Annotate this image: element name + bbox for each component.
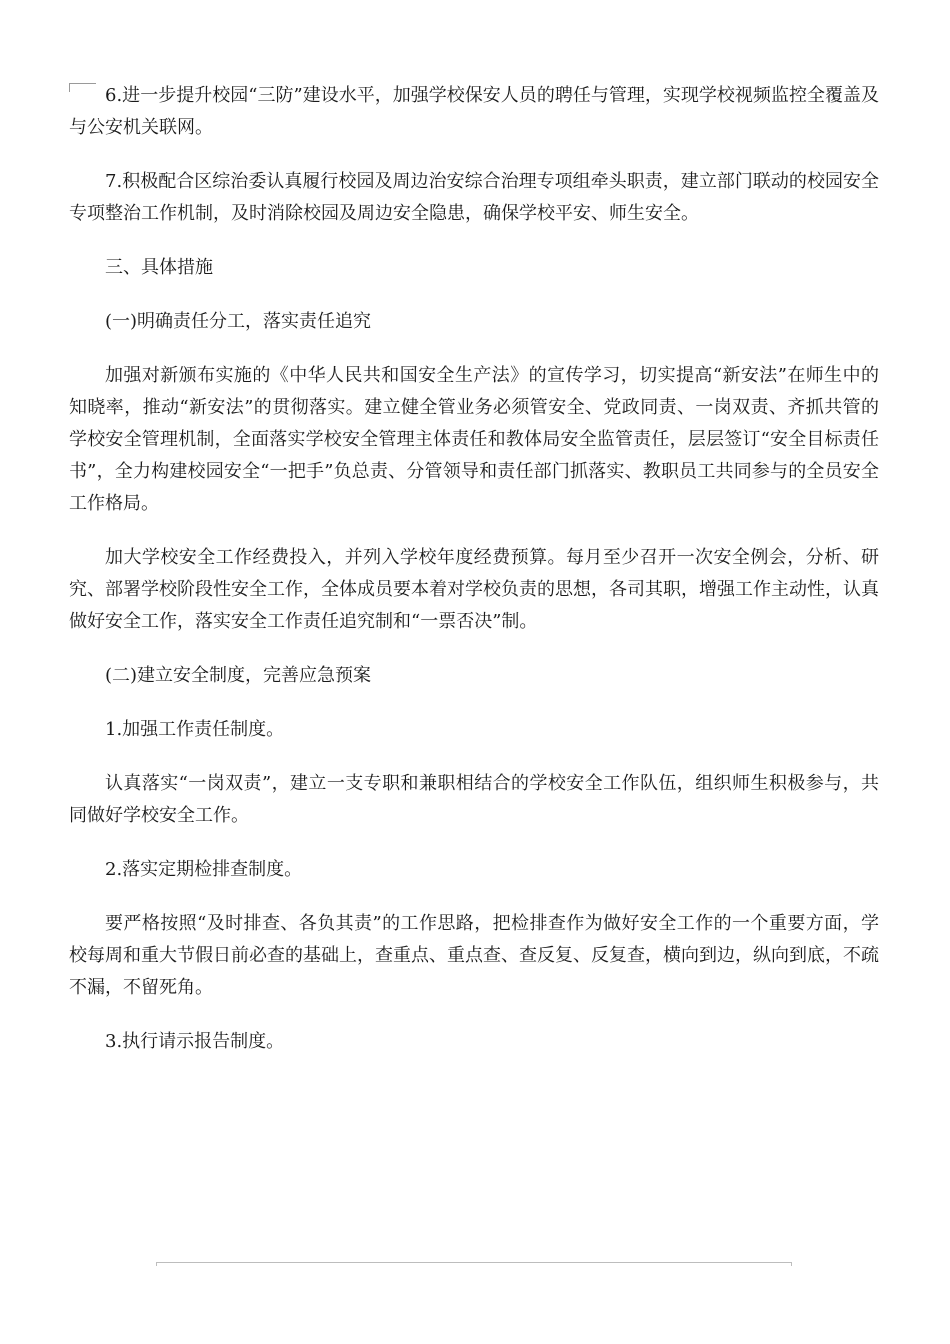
document-body bbox=[69, 80, 879, 1080]
section-heading: 三、具体措施 bbox=[105, 257, 213, 278]
body-paragraph: 要严格按照“及时排查、各负其责”的工作思路，把检排查作为做好安全工作的一个重要方面，学校每周和重大节假日前必查的基础上，查重点、重点查、查反复、反复查，横向到边，纵向到底，不疏不漏，不留死角。 bbox=[69, 913, 879, 998]
point-heading: 1.加强工作责任制度。 bbox=[105, 719, 285, 740]
body-paragraph: 加强对新颁布实施的《中华人民共和国安全生产法》的宣传学习，切实提高“新安法”在师生中的知晓率，推动“新安法”的贯彻落实。建立健全管业务必须管安全、党政同责、一岗双责、齐抓共管的学校安全管理机制，全面落实学校安全管理主体责任和教体局安全监管责任，层层签订“安全目标责任书”，全力构建校园安全“一把手”负总责、分管领导和责任部门抓落实、教职员工共同参与的全员安全工作格局。 bbox=[69, 365, 879, 514]
point-heading: 3.执行请示报告制度。 bbox=[105, 1031, 285, 1052]
subsection-heading: (一)明确责任分工，落实责任追究 bbox=[105, 311, 372, 332]
point-heading: 2.落实定期检排查制度。 bbox=[105, 859, 303, 880]
body-paragraph: 认真落实“一岗双责”，建立一支专职和兼职相结合的学校安全工作队伍，组织师生积极参与，共同做好学校安全工作。 bbox=[69, 773, 879, 826]
list-item-6: 6.进一步提升校园“三防”建设水平，加强学校保安人员的聘任与管理，实现学校视频监控全覆盖及与公安机关联网。 bbox=[69, 85, 879, 138]
subsection-heading: (二)建立安全制度，完善应急预案 bbox=[105, 665, 372, 686]
page-footer-rule bbox=[156, 1262, 792, 1266]
list-item-7: 7.积极配合区综治委认真履行校园及周边治安综合治理专项组牵头职责，建立部门联动的校园安全专项整治工作机制，及时消除校园及周边安全隐患，确保学校平安、师生安全。 bbox=[69, 171, 879, 224]
body-paragraph: 加大学校安全工作经费投入，并列入学校年度经费预算。每月至少召开一次安全例会，分析、研究、部署学校阶段性安全工作，全体成员要本着对学校负责的思想，各司其职，增强工作主动性，认真做好安全工作，落实安全工作责任追究制和“一票否决”制。 bbox=[69, 547, 879, 632]
